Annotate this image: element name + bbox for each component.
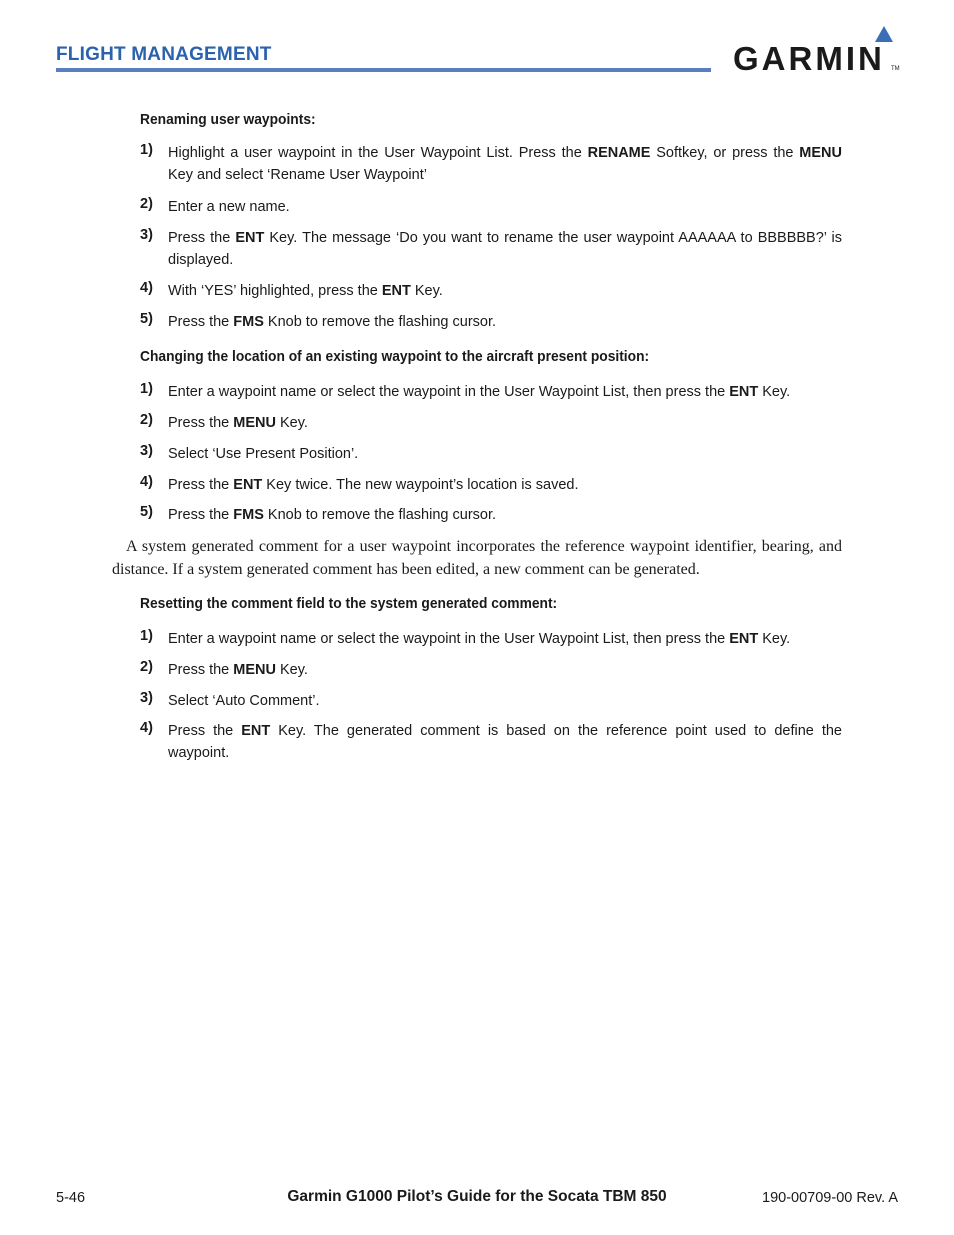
procedure-heading-renaming: Renaming user waypoints: — [140, 111, 316, 128]
step-number: 4) — [140, 474, 153, 490]
footer-doc-number: 190-00709-00 Rev. A — [762, 1190, 898, 1206]
logo-trademark: TM — [891, 66, 900, 72]
step-text-fragment: Enter a waypoint name or select the waypoint in the User Waypoint List, then press the — [168, 631, 730, 647]
key-name: MENU — [233, 662, 276, 678]
header-rule — [56, 68, 711, 72]
step-number: 1) — [140, 628, 153, 644]
step-number: 3) — [140, 227, 153, 243]
key-name: ENT — [729, 384, 759, 400]
step-text-fragment: Key. — [758, 631, 791, 647]
step-text-fragment: Key. — [275, 415, 308, 431]
step-text-fragment: Key. — [275, 662, 308, 678]
step-text-fragment: Select ‘Auto Comment’. — [168, 693, 320, 709]
step-text — [168, 659, 842, 681]
step-text-fragment: Enter a waypoint name or select the waypoint in the User Waypoint List, then press the — [168, 384, 730, 400]
step-number: 4) — [140, 280, 153, 296]
footer-doc-title: Garmin G1000 Pilot’s Guide for the Socata TBM 850 — [287, 1188, 667, 1205]
key-name: ENT — [729, 631, 759, 647]
step-text-fragment: Highlight a user waypoint in the User Waypoint List. Press the — [168, 145, 588, 161]
step-text — [168, 628, 842, 650]
step-number: 2) — [140, 196, 153, 212]
step-text — [168, 474, 842, 496]
step-text-fragment: Press the — [168, 662, 234, 678]
step-text — [168, 690, 842, 712]
step-text-fragment: Press the — [168, 314, 234, 330]
step-number: 2) — [140, 412, 153, 428]
step-text — [168, 443, 842, 465]
key-name: ENT — [235, 230, 265, 246]
key-name: ENT — [233, 477, 263, 493]
step-text-fragment: Press the — [168, 230, 236, 246]
step-text-fragment: Softkey, or press the — [650, 145, 800, 161]
step-text-fragment: Key. — [410, 283, 443, 299]
step-text-fragment: Key and select ‘Rename User Waypoint’ — [168, 167, 427, 183]
key-name: MENU — [233, 415, 276, 431]
step-text-fragment: Knob to remove the flashing cursor. — [263, 507, 497, 523]
key-name: ENT — [381, 283, 411, 299]
step-text-fragment: Knob to remove the flashing cursor. — [263, 314, 497, 330]
step-text — [168, 412, 842, 434]
step-number: 5) — [140, 504, 153, 520]
step-text-fragment: Key. The message ‘Do you want to rename the user waypoint AAAAAA to BBBBBB?’ is displayed. — [168, 230, 842, 268]
step-text — [168, 280, 842, 302]
step-number: 1) — [140, 142, 153, 158]
garmin-logo — [733, 26, 901, 76]
step-text-fragment: Press the — [168, 507, 234, 523]
step-text — [168, 196, 842, 218]
step-text — [168, 504, 842, 526]
key-name: RENAME — [587, 145, 651, 161]
step-number: 1) — [140, 381, 153, 397]
step-text-fragment: Select ‘Use Present Position’. — [168, 446, 359, 462]
procedure-heading-changing: Changing the location of an existing waypoint to the aircraft present position: — [140, 348, 650, 365]
step-number: 4) — [140, 720, 153, 736]
key-name: FMS — [233, 314, 264, 330]
step-text — [168, 311, 842, 333]
body-paragraph: A system generated comment for a user waypoint incorporates the reference waypoint identifier, bearing, and distance. If a system generated comment has been edited, a new comment can be generated. — [112, 538, 842, 578]
step-text — [168, 142, 842, 186]
step-text — [168, 381, 842, 403]
step-text-fragment: Press the — [168, 723, 242, 739]
logo-text: GARMIN — [733, 40, 885, 77]
procedure-heading-resetting: Resetting the comment field to the system generated comment: — [140, 595, 558, 612]
page-number: 5-46 — [56, 1190, 86, 1206]
step-text-fragment: Press the — [168, 415, 234, 431]
step-text — [168, 227, 842, 271]
step-text-fragment: Press the — [168, 477, 234, 493]
key-name: ENT — [241, 723, 271, 739]
step-text-fragment: Key. The generated comment is based on the reference point used to define the waypoint. — [168, 723, 842, 761]
key-name: MENU — [799, 145, 842, 161]
key-name: FMS — [233, 507, 264, 523]
step-number: 3) — [140, 690, 153, 706]
step-text-fragment: Key. — [758, 384, 791, 400]
step-text-fragment: Enter a new name. — [168, 199, 290, 215]
step-number: 3) — [140, 443, 153, 459]
step-number: 5) — [140, 311, 153, 327]
step-number: 2) — [140, 659, 153, 675]
step-text-fragment: Key twice. The new waypoint’s location is saved. — [262, 477, 579, 493]
step-text-fragment: With ‘YES’ highlighted, press the — [168, 283, 382, 299]
step-text — [168, 720, 842, 764]
section-title: FLIGHT MANAGEMENT — [56, 44, 272, 65]
